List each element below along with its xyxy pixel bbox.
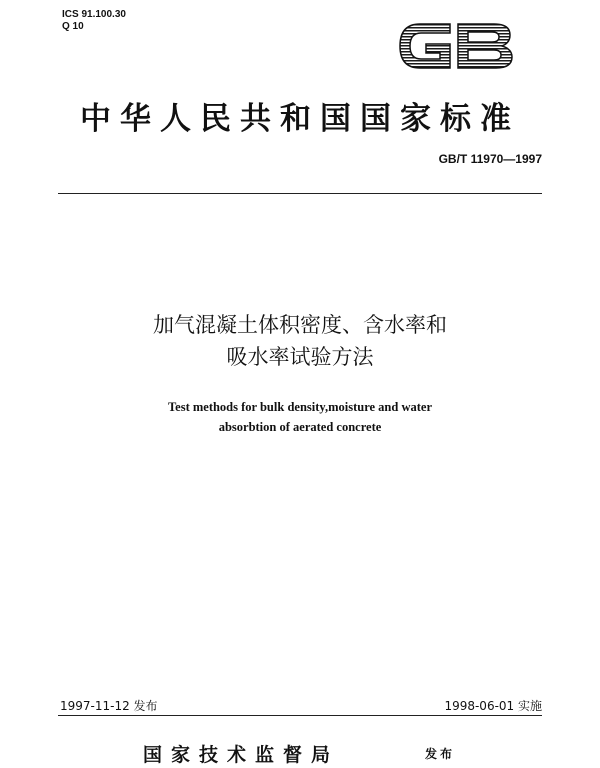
classification-codes: [62, 9, 126, 33]
issuing-authority: 国家技术监督局: [143, 744, 340, 766]
implementation-date: 1998-06-01 实施: [444, 699, 542, 713]
standard-title: 中华人民共和国国家标准: [80, 101, 520, 137]
ccs-code: Q 10: [62, 21, 84, 32]
english-title-line-2: absorbtion of aerated concrete: [218, 420, 382, 434]
chinese-title-line-1: 加气混凝土体积密度、含水率和: [153, 313, 447, 337]
standard-code: GB/T 11970—1997: [438, 152, 542, 166]
gb-logo: [396, 18, 516, 74]
header-divider: [58, 193, 542, 194]
footer-divider: [58, 715, 542, 716]
issue-action: 发布: [425, 747, 456, 761]
chinese-title-line-2: 吸水率试验方法: [226, 345, 374, 369]
english-title-line-1: Test methods for bulk density,moisture and water: [167, 400, 433, 414]
issue-date: 1997-11-12 发布: [60, 699, 158, 713]
ics-code: ICS 91.100.30: [62, 9, 126, 20]
